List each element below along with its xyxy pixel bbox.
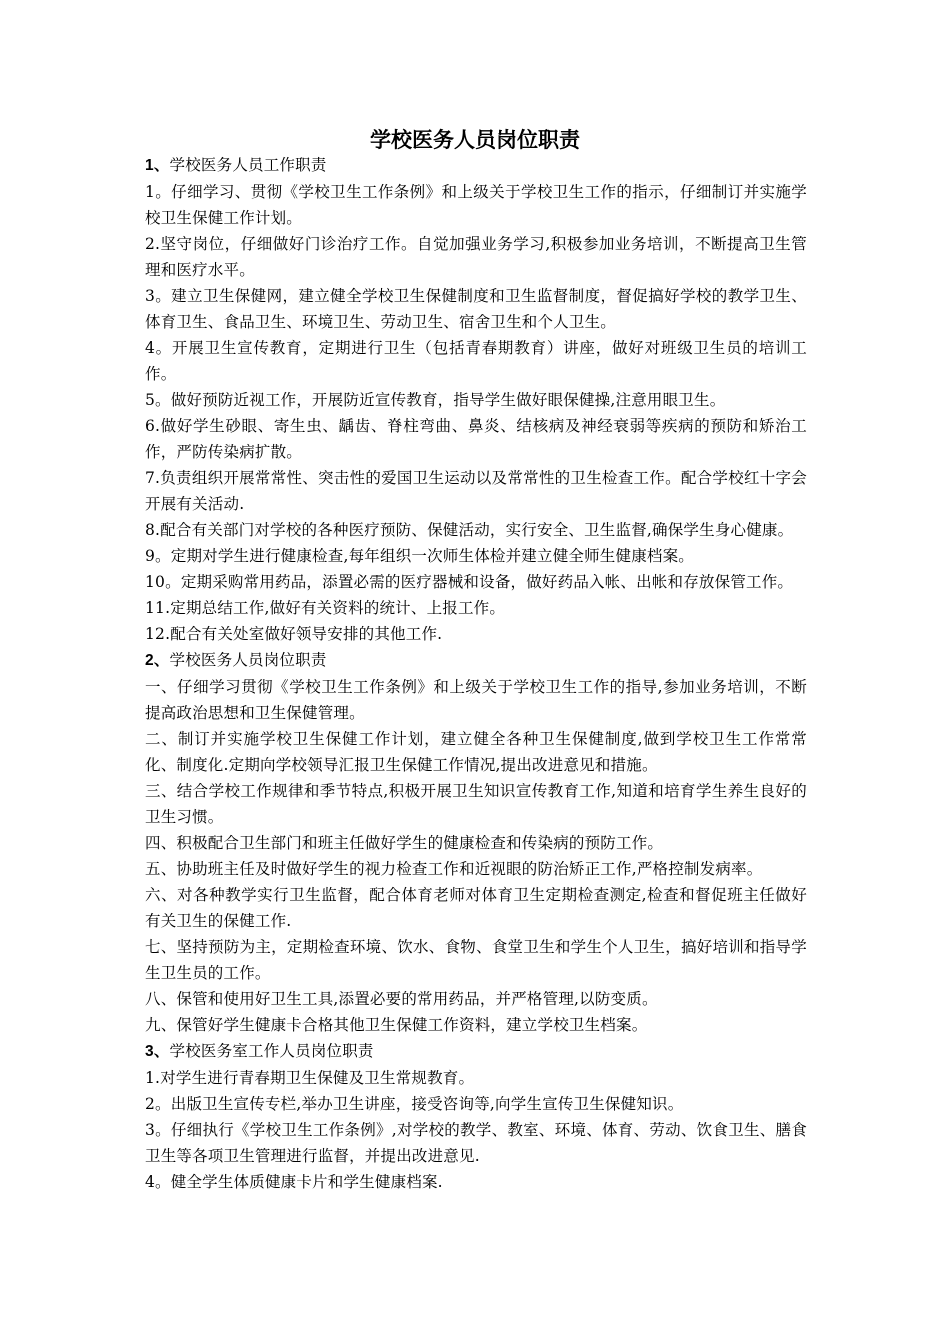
paragraph: 一、仔细学习贯彻《学校卫生工作条例》和上级关于学校卫生工作的指导,参加业务培训，不断提高政治思想和卫生保健管理。 bbox=[145, 678, 807, 722]
paragraph: 二、制订并实施学校卫生保健工作计划，建立健全各种卫生保健制度,做到学校卫生工作常常化、制度化.定期向学校领导汇报卫生保健工作情况,提出改进意见和措施。 bbox=[145, 730, 807, 774]
section-heading-3 bbox=[145, 1038, 807, 1065]
paragraph: 3。仔细执行《学校卫生工作条例》,对学校的教学、教室、环境、体育、劳动、饮食卫生、膳食卫生等各项卫生管理进行监督，并提出改进意见. bbox=[145, 1121, 807, 1165]
section-number: 1、 bbox=[145, 157, 170, 174]
paragraph: 1。仔细学习、贯彻《学校卫生工作条例》和上级关于学校卫生工作的指示，仔细制订并实施学校卫生保健工作计划。 bbox=[145, 183, 807, 227]
paragraph: 6.做好学生砂眼、寄生虫、龋齿、脊柱弯曲、鼻炎、结核病及神经衰弱等疾病的预防和矫治工作，严防传染病扩散。 bbox=[145, 417, 807, 461]
document-body bbox=[145, 152, 807, 1195]
paragraph: 五、协助班主任及时做好学生的视力检查工作和近视眼的防治矫正工作,严格控制发病率。 bbox=[145, 860, 763, 878]
section-heading-2 bbox=[145, 647, 807, 674]
paragraph: 7.负责组织开展常常性、突击性的爱国卫生运动以及常常性的卫生检查工作。配合学校红十字会开展有关活动. bbox=[145, 469, 807, 513]
paragraph: 三、结合学校工作规律和季节特点,积极开展卫生知识宣传教育工作,知道和培育学生养生良好的卫生习惯。 bbox=[145, 782, 807, 826]
paragraph: 11.定期总结工作,做好有关资料的统计、上报工作。 bbox=[145, 599, 506, 617]
section-number: 2、 bbox=[145, 652, 170, 669]
section-title: 学校医务人员岗位职责 bbox=[169, 651, 327, 669]
section-heading-1 bbox=[145, 152, 807, 179]
paragraph: 4。开展卫生宣传教育，定期进行卫生（包括青春期教育）讲座，做好对班级卫生员的培训工作。 bbox=[145, 339, 807, 383]
paragraph: 六、对各种教学实行卫生监督，配合体育老师对体育卫生定期检查测定,检查和督促班主任做好有关卫生的保健工作. bbox=[145, 886, 807, 930]
paragraph: 四、积极配合卫生部门和班主任做好学生的健康检查和传染病的预防工作。 bbox=[145, 834, 664, 852]
document-title: 学校医务人员岗位职责 bbox=[370, 127, 580, 152]
paragraph: 七、坚持预防为主，定期检查环境、饮水、食物、食堂卫生和学生个人卫生，搞好培训和指导学生卫生员的工作。 bbox=[145, 938, 807, 982]
paragraph: 九、保管好学生健康卡合格其他卫生保健工作资料，建立学校卫生档案。 bbox=[145, 1016, 648, 1034]
paragraph: 4。健全学生体质健康卡片和学生健康档案. bbox=[145, 1173, 443, 1191]
paragraph: 12.配合有关处室做好领导安排的其他工作. bbox=[145, 625, 443, 643]
paragraph: 5。做好预防近视工作，开展防近宣传教育，指导学生做好眼保健操,注意用眼卫生。 bbox=[145, 391, 726, 409]
section-title: 学校医务室工作人员岗位职责 bbox=[169, 1042, 374, 1060]
paragraph: 2.坚守岗位，仔细做好门诊治疗工作。自觉加强业务学习,积极参加业务培训，不断提高卫生管理和医疗水平。 bbox=[145, 235, 807, 279]
paragraph: 10。定期采购常用药品，添置必需的医疗器械和设备，做好药品入帐、出帐和存放保管工作。 bbox=[145, 573, 794, 591]
paragraph: 1.对学生进行青春期卫生保健及卫生常规教育。 bbox=[145, 1069, 475, 1087]
section-number: 3、 bbox=[145, 1043, 170, 1060]
paragraph: 8.配合有关部门对学校的各种医疗预防、保健活动，实行安全、卫生监督,确保学生身心健康。 bbox=[145, 521, 794, 539]
paragraph: 3。建立卫生保健网，建立健全学校卫生保健制度和卫生监督制度，督促搞好学校的教学卫生、体育卫生、食品卫生、环境卫生、劳动卫生、宿舍卫生和个人卫生。 bbox=[145, 287, 807, 331]
paragraph: 9。定期对学生进行健康检查,每年组织一次师生体检并建立健全师生健康档案。 bbox=[145, 547, 694, 565]
paragraph: 2。出版卫生宣传专栏,举办卫生讲座，接受咨询等,向学生宣传卫生保健知识。 bbox=[145, 1095, 684, 1113]
paragraph: 八、保管和使用好卫生工具,添置必要的常用药品，并严格管理,以防变质。 bbox=[145, 990, 658, 1008]
section-title: 学校医务人员工作职责 bbox=[169, 156, 327, 174]
